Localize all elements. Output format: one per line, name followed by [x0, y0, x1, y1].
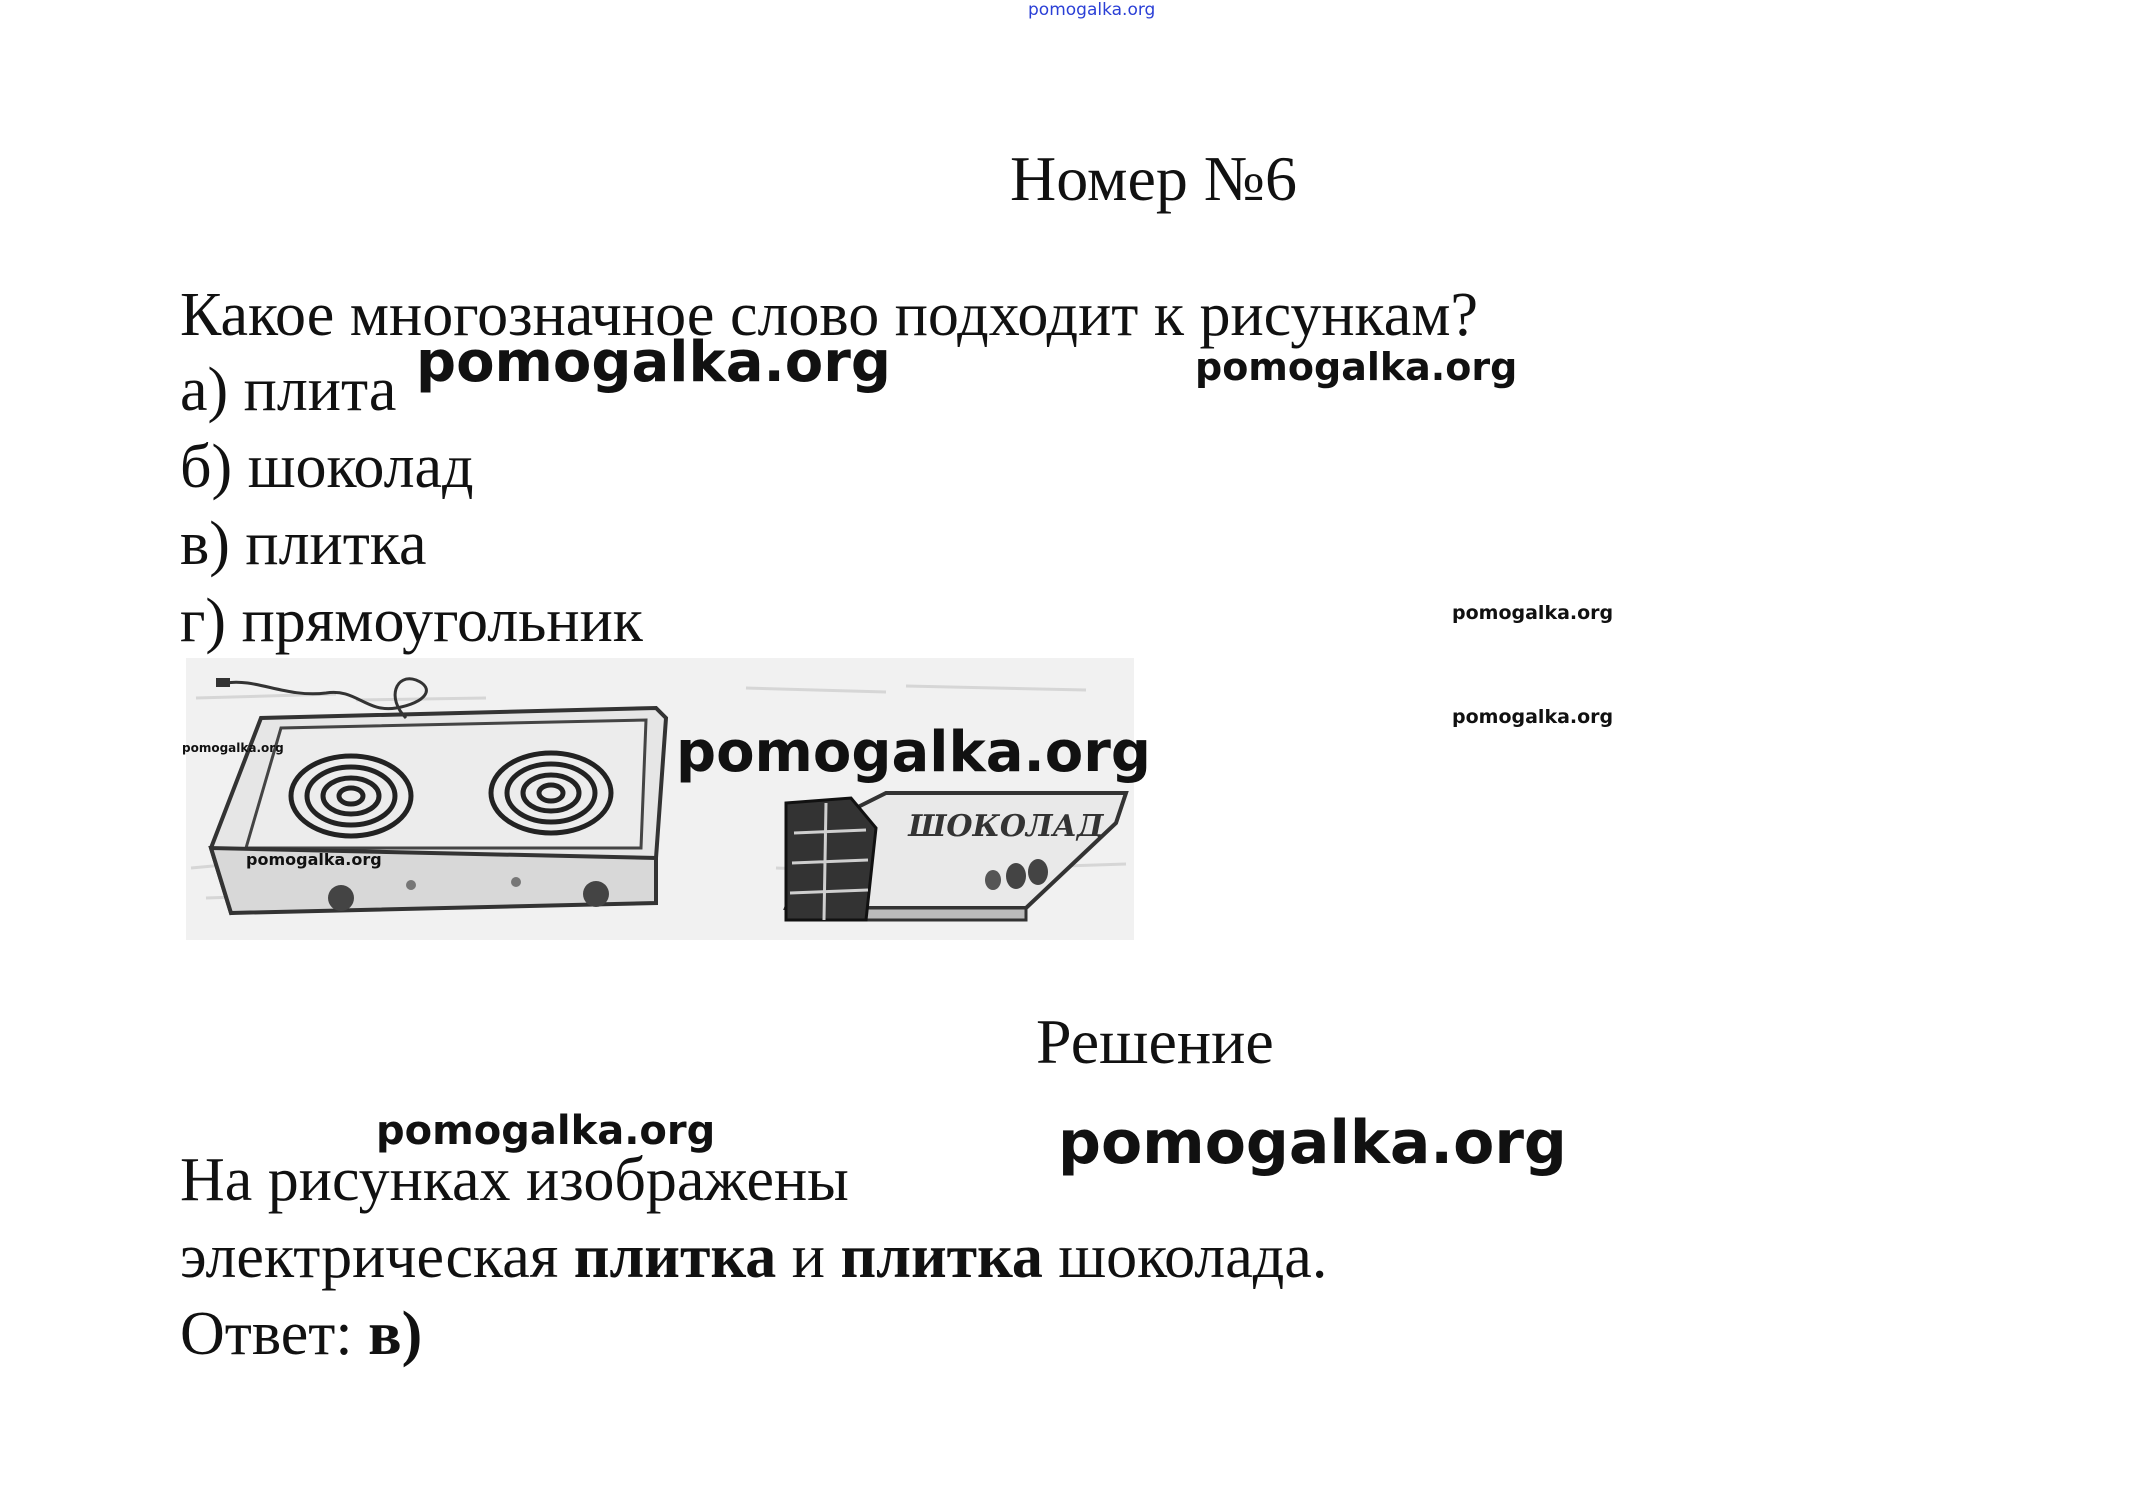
chocolate-label: ШОКОЛАД — [908, 809, 1104, 844]
answer-line — [180, 1299, 422, 1370]
chocolate-bar-icon — [786, 793, 1126, 920]
task-illustration — [186, 658, 1134, 940]
solution-line-1: На рисунках изображены — [180, 1146, 849, 1214]
solution-bold-word: плитка — [573, 1223, 777, 1291]
watermark: pomogalka.org — [1058, 1108, 1567, 1178]
watermark: pomogalka.org — [246, 850, 382, 869]
option-letter: в) — [180, 510, 230, 578]
electric-stove-icon — [211, 678, 666, 913]
solution-text: шоколада. — [1042, 1223, 1328, 1291]
answer-value: в) — [368, 1300, 423, 1368]
option-d — [180, 586, 643, 657]
option-letter: г) — [180, 587, 227, 655]
watermark: pomogalka.org — [182, 741, 284, 755]
watermark: pomogalka.org — [1452, 602, 1614, 624]
option-letter: а) — [180, 356, 229, 424]
watermark: pomogalka.org — [676, 720, 1151, 785]
site-link[interactable]: pomogalka.org — [1028, 0, 1156, 20]
option-letter: б) — [180, 433, 233, 501]
option-a — [180, 355, 396, 426]
solution-text: электрическая — [180, 1223, 574, 1291]
solution-text: и — [776, 1223, 841, 1291]
watermark: pomogalka.org — [1195, 345, 1518, 389]
option-c — [180, 509, 427, 580]
watermark: pomogalka.org — [1452, 706, 1614, 728]
solution-line-2 — [180, 1222, 1327, 1293]
answer-label: Ответ: — [180, 1300, 369, 1368]
option-text: прямоугольник — [241, 587, 643, 655]
option-text: плита — [243, 356, 397, 424]
solution-bold-word: плитка — [840, 1223, 1043, 1291]
question-text: Какое многозначное слово подходит к рисункам? — [180, 281, 1479, 349]
watermark: pomogalka.org — [416, 330, 891, 395]
watermark: pomogalka.org — [376, 1108, 716, 1154]
page-title: Номер №6 — [1010, 143, 1297, 214]
option-text: шоколад — [247, 433, 474, 501]
option-text: плитка — [245, 510, 427, 578]
option-b — [180, 432, 474, 503]
solution-title: Решение — [1036, 1006, 1274, 1077]
